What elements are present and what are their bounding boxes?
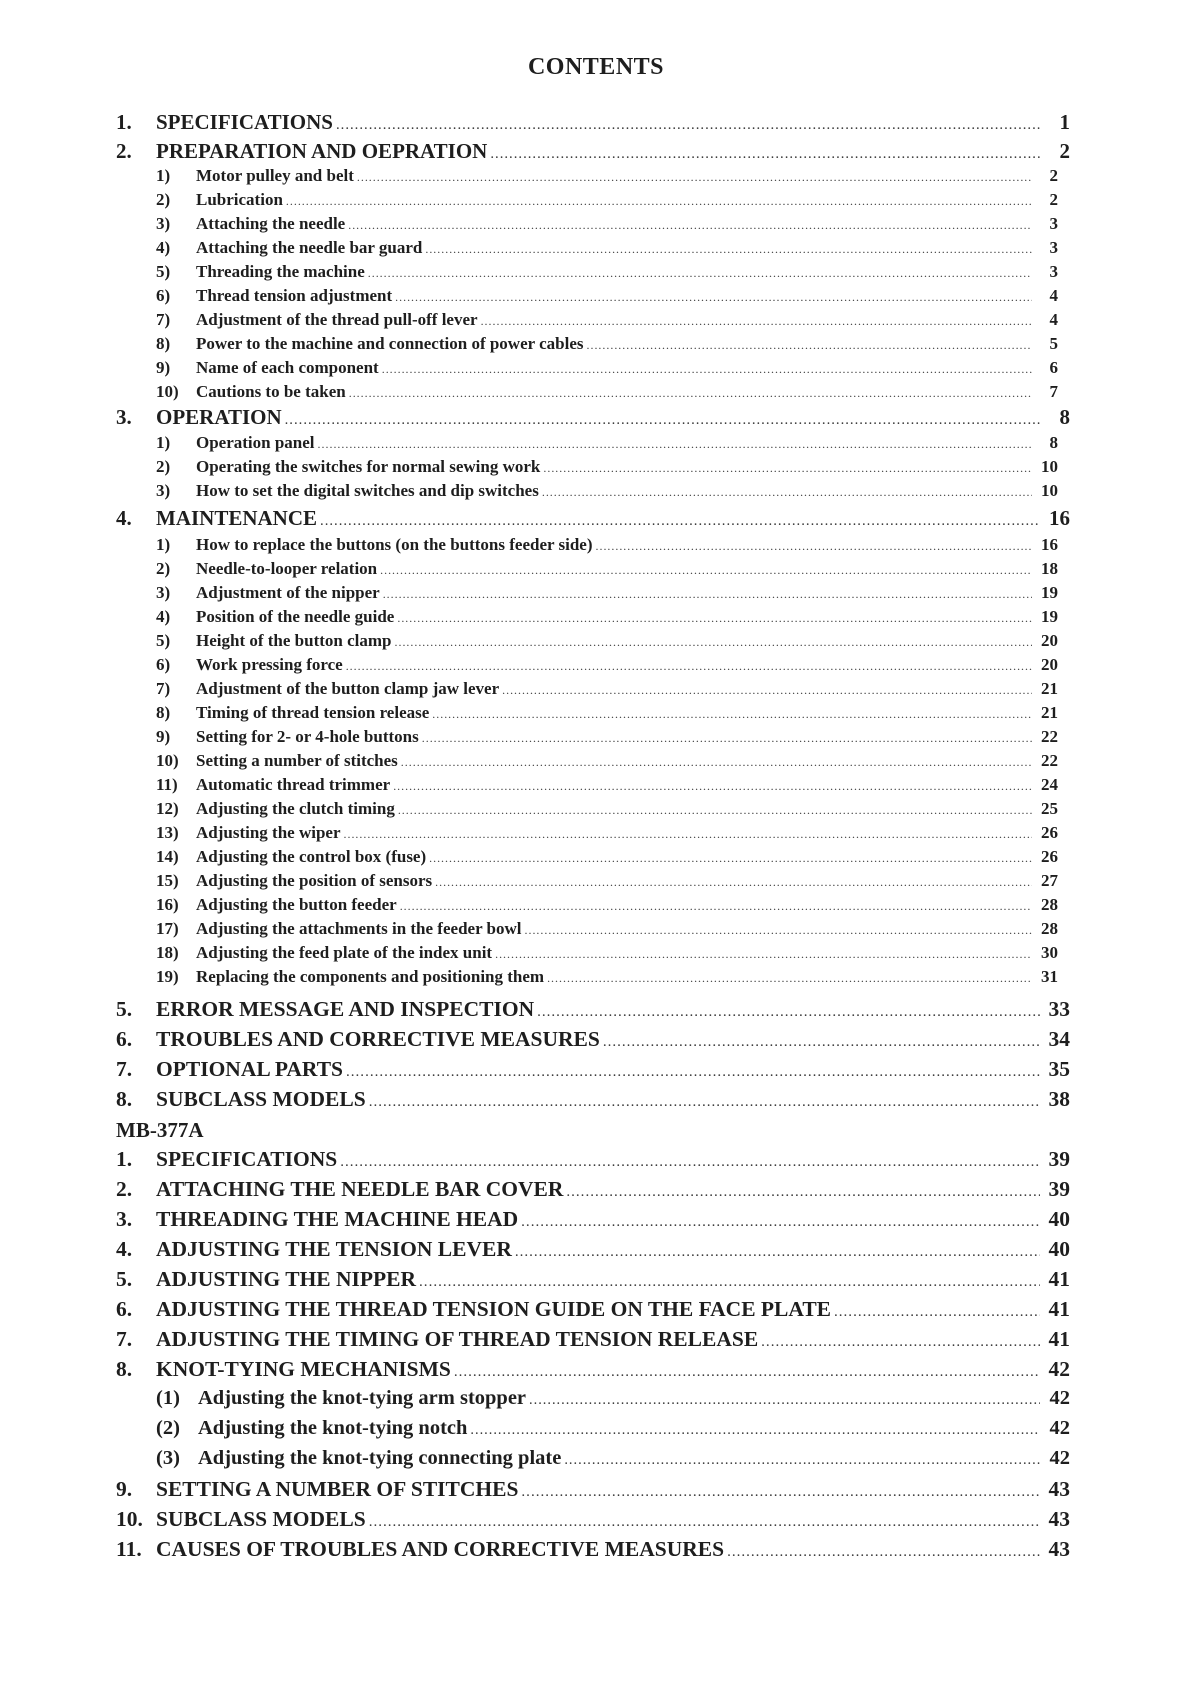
toc-leader — [369, 1094, 1040, 1111]
toc-leader — [521, 1214, 1040, 1231]
toc-label: ADJUSTING THE NIPPER — [156, 1267, 417, 1291]
toc-number: (2) — [156, 1417, 180, 1439]
toc-leader — [348, 218, 1032, 233]
toc-page: 20 — [1041, 655, 1058, 674]
toc-leader — [285, 412, 1040, 429]
toc-label: ADJUSTING THE TIMING OF THREAD TENSION RELEASE — [156, 1327, 759, 1351]
toc-label: Cautions to be taken — [196, 382, 346, 401]
toc-label: Setting a number of stitches — [196, 751, 398, 770]
toc-label: SUBCLASS MODELS — [156, 1087, 366, 1111]
toc-page: 26 — [1041, 823, 1058, 842]
toc-entry-troubles — [116, 1027, 1070, 1055]
toc-subentry — [156, 727, 1058, 749]
toc-leader — [834, 1304, 1040, 1321]
toc-number: 2. — [116, 139, 132, 163]
toc-subentry — [156, 967, 1058, 989]
toc-number: 1) — [156, 433, 171, 452]
toc-number: 16) — [156, 895, 179, 914]
toc-page: 40 — [1048, 1237, 1070, 1261]
toc-label: Height of the button clamp — [196, 631, 392, 650]
toc-page: 28 — [1041, 895, 1058, 914]
toc-leader — [454, 1364, 1040, 1381]
toc-subentry — [156, 238, 1058, 260]
toc-leader — [368, 266, 1032, 281]
toc-page: 43 — [1048, 1537, 1070, 1561]
toc-page: 25 — [1041, 799, 1058, 818]
toc-page: 16 — [1041, 535, 1058, 554]
toc-number: 9. — [116, 1477, 133, 1501]
toc-page: 4 — [1049, 286, 1058, 305]
toc-leader — [521, 1484, 1040, 1501]
toc-leader — [346, 1064, 1040, 1081]
toc-number: 12) — [156, 799, 179, 818]
toc-number: (1) — [156, 1387, 180, 1409]
toc-subentry — [156, 190, 1058, 212]
toc-subentry — [156, 457, 1058, 479]
toc-number: 1. — [116, 1147, 133, 1171]
toc-entry-tension-release-timing — [116, 1327, 1070, 1355]
toc-page: 2 — [1059, 139, 1070, 163]
toc-number: 8. — [116, 1357, 133, 1381]
toc-number: 14) — [156, 847, 179, 866]
toc-number: 17) — [156, 919, 179, 938]
toc-label: Work pressing force — [196, 655, 343, 674]
toc-leader — [380, 563, 1032, 578]
toc-number: 1. — [116, 110, 132, 134]
toc-label: Adjusting the knot-tying connecting plate — [198, 1447, 562, 1469]
toc-label: OPERATION — [156, 405, 282, 429]
toc-page: 3 — [1049, 214, 1058, 233]
toc-label: How to set the digital switches and dip switches — [196, 481, 539, 500]
toc-label: Threading the machine — [196, 262, 365, 281]
toc-label: TROUBLES AND CORRECTIVE MEASURES — [156, 1027, 600, 1051]
toc-label: Replacing the components and positioning them — [196, 967, 545, 986]
toc-page: 8 — [1059, 405, 1070, 429]
toc-number: 18) — [156, 943, 179, 962]
toc-entry-subclass-models — [116, 1087, 1070, 1115]
toc-subentry — [156, 943, 1058, 965]
toc-label: SETTING A NUMBER OF STITCHES — [156, 1477, 519, 1501]
toc-subentry — [156, 382, 1058, 404]
toc-leader — [490, 146, 1040, 163]
toc-subentry — [156, 583, 1058, 605]
toc-entry-tension-lever — [116, 1237, 1070, 1265]
toc-entry-tension-guide — [116, 1297, 1070, 1325]
toc-leader — [382, 362, 1032, 377]
toc-leader — [727, 1544, 1040, 1561]
toc-leader — [344, 827, 1032, 842]
toc-subentry — [156, 1447, 1070, 1475]
toc-label: ATTACHING THE NEEDLE BAR COVER — [156, 1177, 564, 1201]
toc-subentry — [156, 1387, 1070, 1415]
toc-page: 42 — [1048, 1357, 1070, 1381]
toc-subentry — [156, 481, 1058, 503]
toc-label: SPECIFICATIONS — [156, 1147, 338, 1171]
toc-page: 19 — [1041, 607, 1058, 626]
toc-page: 3 — [1049, 262, 1058, 281]
toc-entry-number-of-stitches — [116, 1477, 1070, 1505]
toc-page: 43 — [1048, 1507, 1070, 1531]
toc-label: Adjusting the button feeder — [196, 895, 397, 914]
toc-label: Adjusting the feed plate of the index unit — [196, 943, 493, 962]
toc-leader — [564, 1452, 1040, 1469]
toc-subentry — [156, 433, 1058, 455]
toc-number: 7. — [116, 1327, 133, 1351]
toc-leader — [393, 779, 1032, 794]
toc-page: 31 — [1041, 967, 1058, 986]
toc-page: 20 — [1041, 631, 1058, 650]
toc-label: Position of the needle guide — [196, 607, 395, 626]
toc-number: 5. — [116, 997, 133, 1021]
toc-leader — [481, 314, 1032, 329]
toc-leader — [495, 947, 1032, 962]
toc-leader — [336, 117, 1040, 134]
toc-entry-operation — [116, 405, 1070, 433]
toc-number: 4) — [156, 238, 171, 257]
toc-page: 40 — [1048, 1207, 1070, 1231]
toc-page: 4 — [1049, 310, 1058, 329]
toc-page: 42 — [1049, 1417, 1070, 1439]
toc-leader — [395, 290, 1032, 305]
toc-page: 35 — [1048, 1057, 1070, 1081]
toc-number: 3. — [116, 1207, 133, 1231]
toc-leader — [547, 971, 1032, 986]
toc-label: MAINTENANCE — [156, 506, 318, 530]
toc-number: 2. — [116, 1177, 133, 1201]
toc-leader — [422, 731, 1032, 746]
toc-leader — [596, 539, 1033, 554]
toc-number: 3) — [156, 481, 171, 500]
toc-label: CAUSES OF TROUBLES AND CORRECTIVE MEASURES — [156, 1537, 725, 1561]
toc-leader — [397, 611, 1032, 626]
toc-label: Adjusting the attachments in the feeder bowl — [196, 919, 522, 938]
toc-leader — [566, 1184, 1040, 1201]
toc-label: Needle-to-looper relation — [196, 559, 378, 578]
toc-leader — [470, 1422, 1040, 1439]
toc-leader — [349, 386, 1032, 401]
toc-leader — [369, 1514, 1040, 1531]
toc-page: 21 — [1041, 679, 1058, 698]
toc-label: Setting for 2- or 4-hole buttons — [196, 727, 419, 746]
toc-number: 19) — [156, 967, 179, 986]
toc-page: 2 — [1049, 190, 1058, 209]
toc-number: 13) — [156, 823, 179, 842]
toc-label: Adjusting the wiper — [196, 823, 341, 842]
toc-number: 6. — [116, 1027, 133, 1051]
toc-number: 10. — [116, 1507, 143, 1531]
toc-subentry — [156, 655, 1058, 677]
toc-label: Attaching the needle bar guard — [196, 238, 423, 257]
toc-subentry — [156, 847, 1058, 869]
toc-page: 18 — [1041, 559, 1058, 578]
toc-page: 41 — [1048, 1327, 1070, 1351]
toc-number: 4. — [116, 506, 132, 530]
toc-subentry — [156, 871, 1058, 893]
toc-label: PREPARATION AND OEPRATION — [156, 139, 488, 163]
toc-leader — [529, 1392, 1040, 1409]
toc-page: 19 — [1041, 583, 1058, 602]
toc-label: Lubrication — [196, 190, 283, 209]
toc-label: Operating the switches for normal sewing work — [196, 457, 541, 476]
toc-subentry — [156, 679, 1058, 701]
toc-subentry — [156, 559, 1058, 581]
model-heading: MB-377A — [116, 1118, 204, 1142]
toc-label: How to replace the buttons (on the buttons feeder side) — [196, 535, 593, 554]
toc-subentry — [156, 286, 1058, 308]
toc-number: 1) — [156, 166, 171, 185]
toc-leader — [515, 1244, 1040, 1261]
toc-page: 10 — [1041, 481, 1058, 500]
toc-subentry — [156, 919, 1058, 941]
toc-number: 6. — [116, 1297, 133, 1321]
toc-number: 10) — [156, 751, 179, 770]
toc-subentry — [156, 775, 1058, 797]
toc-leader — [542, 485, 1032, 500]
toc-label: Operation panel — [196, 433, 315, 452]
toc-leader — [346, 659, 1032, 674]
toc-entry-preparation — [116, 139, 1070, 167]
toc-leader — [525, 923, 1032, 938]
toc-page: 8 — [1049, 433, 1058, 452]
toc-page: 42 — [1049, 1447, 1070, 1469]
toc-entry-maintenance — [116, 506, 1070, 534]
toc-entry-error-message — [116, 997, 1070, 1025]
toc-number: 2) — [156, 457, 171, 476]
toc-leader — [603, 1034, 1040, 1051]
toc-number: 8) — [156, 703, 171, 722]
toc-subentry — [156, 607, 1058, 629]
toc-label: Adjustment of the thread pull-off lever — [196, 310, 478, 329]
toc-leader — [537, 1004, 1040, 1021]
toc-number: 7) — [156, 679, 171, 698]
toc-page: 34 — [1048, 1027, 1070, 1051]
toc-page: 42 — [1049, 1387, 1070, 1409]
toc-page: 7 — [1049, 382, 1058, 401]
toc-label: Power to the machine and connection of power cables — [196, 334, 584, 353]
toc-number: (3) — [156, 1447, 180, 1469]
toc-leader — [425, 242, 1032, 257]
toc-page: 41 — [1048, 1267, 1070, 1291]
toc-number: 5) — [156, 631, 171, 650]
toc-leader — [400, 899, 1032, 914]
toc-number: 3) — [156, 583, 171, 602]
toc-subentry — [156, 751, 1058, 773]
toc-number: 4) — [156, 607, 171, 626]
toc-page: 26 — [1041, 847, 1058, 866]
toc-page: 27 — [1041, 871, 1058, 890]
toc-label: Motor pulley and belt — [196, 166, 354, 185]
toc-label: Adjusting the control box (fuse) — [196, 847, 427, 866]
toc-subentry — [156, 535, 1058, 557]
toc-subentry — [156, 631, 1058, 653]
toc-page: 5 — [1049, 334, 1058, 353]
toc-leader — [318, 437, 1032, 452]
toc-number: 7) — [156, 310, 171, 329]
toc-entry-specifications — [116, 110, 1070, 138]
toc-page: 10 — [1041, 457, 1058, 476]
toc-page: 38 — [1048, 1087, 1070, 1111]
toc-entry-threading-head — [116, 1207, 1070, 1235]
toc-label: Adjustment of the nipper — [196, 583, 380, 602]
toc-leader — [395, 635, 1033, 650]
toc-label: Adjustment of the button clamp jaw lever — [196, 679, 500, 698]
toc-number: 2) — [156, 190, 171, 209]
toc-leader — [587, 338, 1032, 353]
toc-leader — [357, 170, 1032, 185]
toc-label: ADJUSTING THE THREAD TENSION GUIDE ON THE FACE PLATE — [156, 1297, 832, 1321]
toc-label: SPECIFICATIONS — [156, 110, 333, 134]
toc-number: 8) — [156, 334, 171, 353]
toc-subentry — [156, 895, 1058, 917]
toc-subentry — [156, 334, 1058, 356]
toc-leader — [543, 461, 1032, 476]
toc-entry-optional-parts — [116, 1057, 1070, 1085]
toc-page: 33 — [1048, 997, 1070, 1021]
toc-page: 41 — [1048, 1297, 1070, 1321]
toc-leader — [320, 513, 1040, 530]
toc-leader — [383, 587, 1032, 602]
toc-label: Attaching the needle — [196, 214, 346, 233]
toc-number: 8. — [116, 1087, 133, 1111]
toc-leader — [429, 851, 1032, 866]
toc-leader — [502, 683, 1032, 698]
toc-number: 11) — [156, 775, 178, 794]
toc-page: 2 — [1049, 166, 1058, 185]
toc-entry-causes-of-troubles — [116, 1537, 1070, 1565]
toc-page: 16 — [1049, 506, 1070, 530]
toc-label: Name of each component — [196, 358, 379, 377]
toc-number: 9) — [156, 727, 171, 746]
toc-entry-model-specifications — [116, 1147, 1070, 1175]
toc-label: Adjusting the knot-tying notch — [198, 1417, 468, 1439]
toc-leader — [432, 707, 1032, 722]
toc-page: 39 — [1048, 1177, 1070, 1201]
toc-subentry — [156, 166, 1058, 188]
toc-leader — [435, 875, 1032, 890]
toc-page: 43 — [1048, 1477, 1070, 1501]
toc-leader — [419, 1274, 1040, 1291]
toc-label: KNOT-TYING MECHANISMS — [156, 1357, 451, 1381]
toc-number: 5. — [116, 1267, 133, 1291]
toc-number: 7. — [116, 1057, 133, 1081]
toc-page: 22 — [1041, 751, 1058, 770]
toc-leader — [401, 755, 1032, 770]
toc-label: Adjusting the clutch timing — [196, 799, 395, 818]
toc-leader — [286, 194, 1032, 209]
toc-subentry — [156, 310, 1058, 332]
toc-page: 3 — [1049, 238, 1058, 257]
toc-page: 39 — [1048, 1147, 1070, 1171]
toc-subentry — [156, 799, 1058, 821]
toc-label: THREADING THE MACHINE HEAD — [156, 1207, 519, 1231]
toc-page: 30 — [1041, 943, 1058, 962]
page-title: CONTENTS — [527, 54, 665, 80]
toc-label: Timing of thread tension release — [196, 703, 430, 722]
toc-page: 6 — [1049, 358, 1058, 377]
toc-number: 9) — [156, 358, 171, 377]
toc-number: 2) — [156, 559, 171, 578]
toc-page: 21 — [1041, 703, 1058, 722]
toc-entry-knot-tying — [116, 1357, 1070, 1385]
toc-number: 6) — [156, 286, 171, 305]
toc-label: Adjusting the position of sensors — [196, 871, 433, 890]
toc-number: 4. — [116, 1237, 133, 1261]
toc-number: 10) — [156, 382, 179, 401]
toc-page: 22 — [1041, 727, 1058, 746]
toc-label: ERROR MESSAGE AND INSPECTION — [156, 997, 535, 1021]
toc-entry-model-subclass-models — [116, 1507, 1070, 1535]
toc-number: 15) — [156, 871, 179, 890]
toc-subentry — [156, 262, 1058, 284]
toc-label: OPTIONAL PARTS — [156, 1057, 344, 1081]
toc-entry-needle-bar-cover — [116, 1177, 1070, 1205]
toc-label: Thread tension adjustment — [196, 286, 393, 305]
toc-subentry — [156, 358, 1058, 380]
toc-subentry — [156, 823, 1058, 845]
toc-label: SUBCLASS MODELS — [156, 1507, 366, 1531]
toc-subentry — [156, 703, 1058, 725]
toc-number: 6) — [156, 655, 171, 674]
toc-leader — [340, 1154, 1040, 1171]
toc-entry-nipper — [116, 1267, 1070, 1295]
toc-number: 5) — [156, 262, 171, 281]
toc-number: 3. — [116, 405, 132, 429]
toc-subentry — [156, 1417, 1070, 1445]
toc-subentry — [156, 214, 1058, 236]
toc-label: Automatic thread trimmer — [196, 775, 391, 794]
toc-label: Adjusting the knot-tying arm stopper — [198, 1387, 527, 1409]
toc-page: 24 — [1041, 775, 1058, 794]
toc-number: 1) — [156, 535, 171, 554]
toc-number: 11. — [116, 1537, 142, 1561]
toc-number: 3) — [156, 214, 171, 233]
toc-page: 28 — [1041, 919, 1058, 938]
toc-page: 1 — [1059, 110, 1070, 134]
toc-leader — [761, 1334, 1040, 1351]
toc-leader — [398, 803, 1032, 818]
toc-label: ADJUSTING THE TENSION LEVER — [156, 1237, 512, 1261]
